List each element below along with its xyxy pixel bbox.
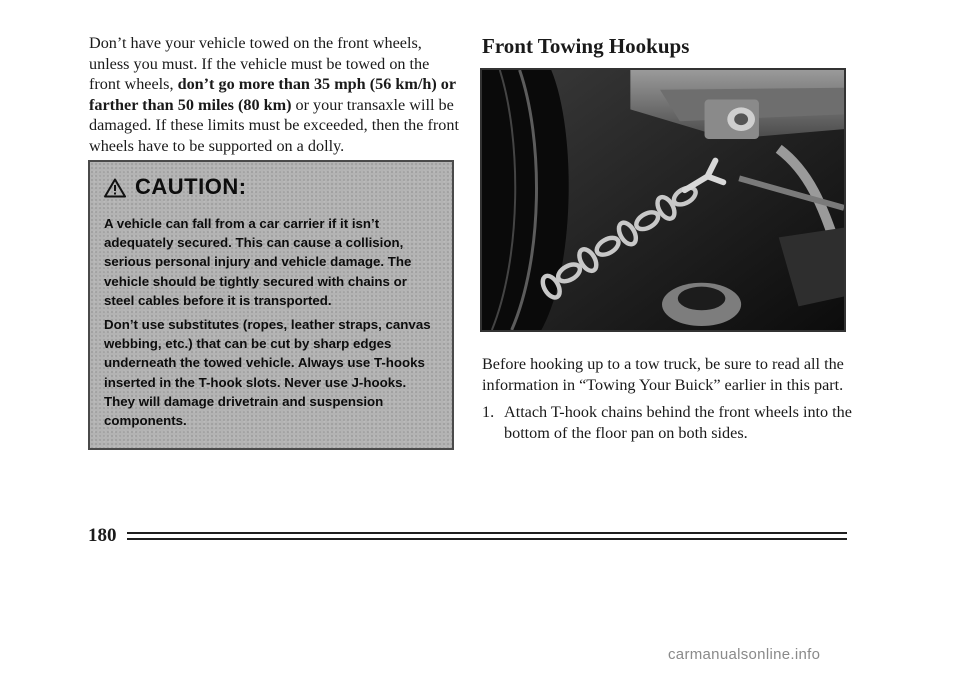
warning-triangle-icon [104, 178, 126, 198]
intro-text-1: Don’t have your vehicle towed on the front wheels, unless you must. If the vehicle must be towed on the front wheels, [89, 34, 430, 94]
page-number: 180 [88, 525, 117, 546]
intro-paragraph [89, 33, 461, 157]
step-text: Attach T-hook chains behind the front wheels into the bottom of the floor pan on both sides. [504, 403, 852, 442]
section-title: Front Towing Hookups [482, 34, 690, 58]
intro-speed-limit: don’t go more than 35 mph (56 km/h) or farther than 50 miles (80 km) [89, 75, 456, 114]
caution-box [88, 160, 454, 450]
caution-paragraph-1: A vehicle can fall from a car carrier if it isn’t adequately secured. This can cause a collision, serious personal injury and vehicle damage. The vehicle should be tightly secured with chains or steel cables before it is transported. [104, 216, 412, 308]
step-1 [482, 402, 854, 443]
watermark: carmanualsonline.info [668, 646, 821, 663]
intro-text-2: or your transaxle will be damaged. If these limits must be exceeded, then the front wheels have to be supported on a dolly. [89, 95, 459, 155]
caution-header [104, 174, 440, 200]
towing-photo-illustration [482, 70, 844, 330]
towing-hookup-photo [480, 68, 846, 332]
footer-rule [127, 538, 847, 540]
caution-title: CAUTION: [135, 174, 247, 199]
caution-paragraph-2: Don’t use substitutes (ropes, leather straps, canvas webbing, etc.) that can be cut by sharp edges underneath the towed vehicle. Always use T-hooks inserted in the T-hook slots. Never use J-hooks. They will damage drivetrain and suspension components. [104, 317, 431, 429]
read-info-paragraph: Before hooking up to a tow truck, be sure to read all the information in “Towing Your Buick” earlier in this part. [482, 355, 844, 394]
footer-rule [127, 532, 847, 534]
step-number: 1. [482, 403, 495, 421]
